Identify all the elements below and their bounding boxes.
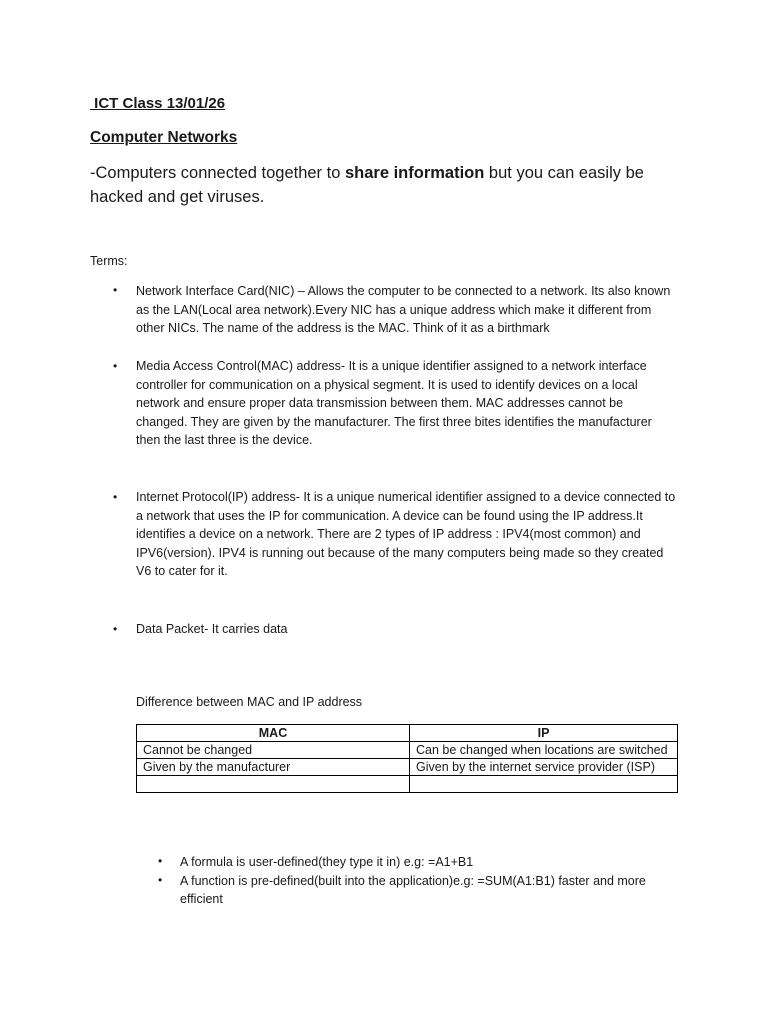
intro-emphasis: share information (344, 164, 485, 182)
table-header-row (137, 725, 678, 742)
comparison-table (136, 724, 678, 793)
term-ip: Internet Protocol(IP) address- It is a unique numerical identifier assigned to a device connected to a network that uses the IP for communication. A device can be found using the IP address.It identifies a device on a network. There are 2 types of IP address : IPV4(most common) and IPV6(version). IPV4 is running out because of the many computers being made so they created V6 to cater for it. (136, 490, 676, 579)
table-cell (410, 776, 678, 793)
terms-label: Terms: (90, 254, 128, 268)
term-data-packet: Data Packet- It carries data (136, 622, 288, 636)
table-cell (137, 776, 410, 793)
bullet-icon: • (113, 283, 118, 297)
table-cell: Given by the internet service provider (ISP) (410, 759, 678, 776)
intro-prefix: -Computers connected together to (90, 164, 345, 182)
bullet-icon: • (113, 490, 118, 504)
term-nic: Network Interface Card(NIC) – Allows the computer to be connected to a network. Its also known as the LAN(Local area network).Every NIC has a unique address which make it different from other NICs. The name of the address is the MAC. Think of it as a birthmark (136, 284, 671, 336)
term-mac: Media Access Control(MAC) address- It is a unique identifier assigned to a network interface controller for communication on a physical segment. It is used to identify devices on a local network and ensure proper data transmission between them. MAC addresses cannot be changed. They are given by the manufacturer. The first three bites identifies the manufacturer then the last three is the device. (136, 359, 652, 448)
bullet-icon: • (158, 873, 163, 887)
comparison-label: Difference between MAC and IP address (136, 695, 363, 709)
page-title: ICT Class 13/01/26 (90, 95, 226, 112)
header-ip: IP (410, 725, 678, 742)
note-function: A function is pre-defined(built into the application)e.g: =SUM(A1:B1) faster and more efficient (180, 874, 646, 906)
table-row (137, 776, 678, 793)
table-row (137, 742, 678, 759)
intro-suffix: but you can easily be hacked and get viruses. (90, 164, 644, 206)
table-cell: Given by the manufacturer (137, 759, 410, 776)
header-mac: MAC (137, 725, 410, 742)
bullet-icon: • (113, 359, 118, 373)
table-row (137, 759, 678, 776)
table-cell: Can be changed when locations are switched (410, 742, 678, 759)
bullet-icon: • (158, 854, 163, 868)
bullet-icon: • (113, 622, 118, 636)
section-heading: Computer Networks (90, 129, 238, 146)
note-formula: A formula is user-defined(they type it in) e.g: =A1+B1 (180, 855, 474, 869)
table-cell: Cannot be changed (137, 742, 410, 759)
intro-paragraph (90, 161, 650, 209)
